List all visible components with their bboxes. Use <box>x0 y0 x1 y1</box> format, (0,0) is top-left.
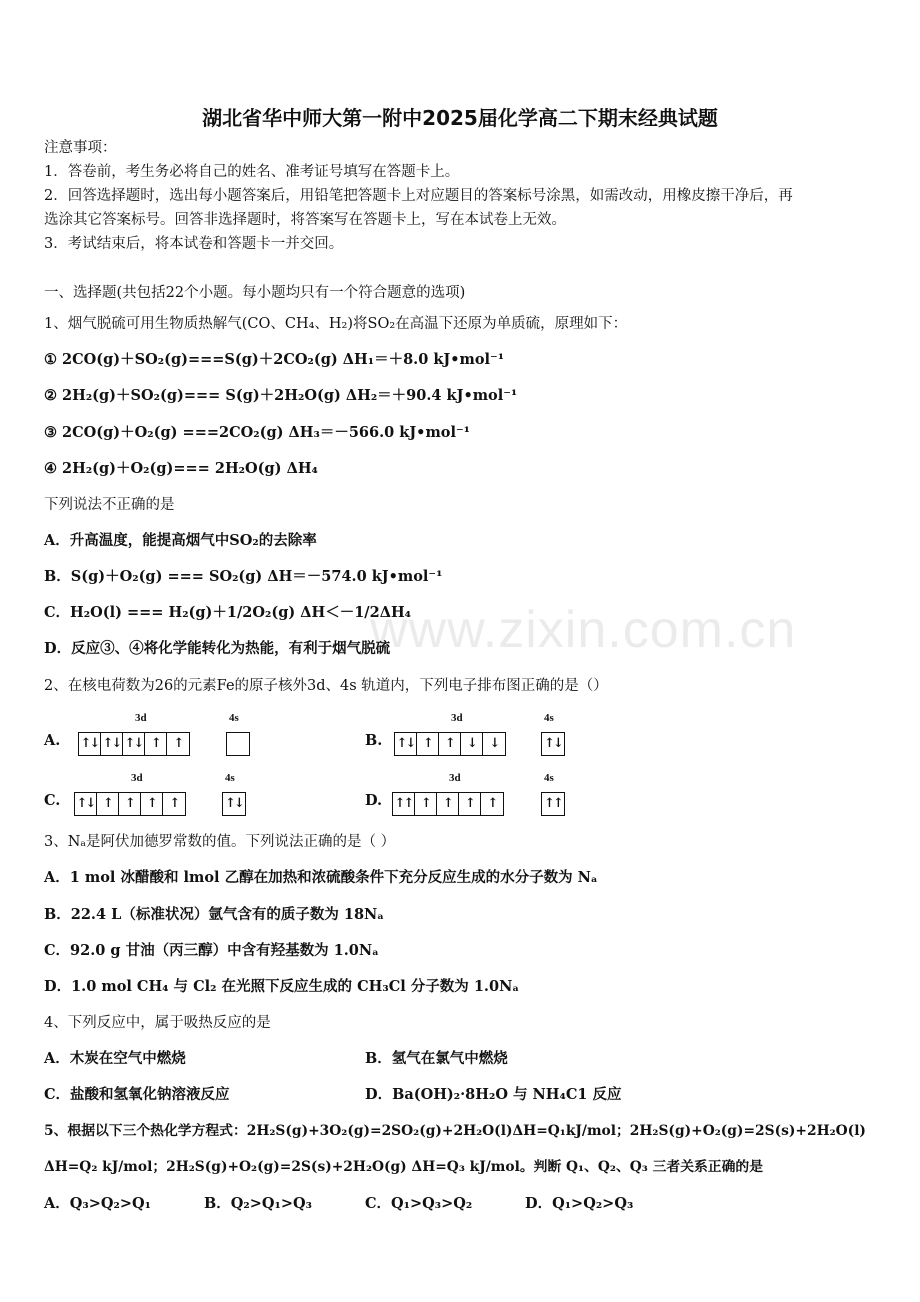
orbital-box: ↑ <box>173 736 183 751</box>
orbital-box: ↑ <box>487 796 497 811</box>
q3-option-a[interactable]: A．1 mol 冰醋酸和 lmol 乙醇在加热和浓硫酸条件下充分反应生成的水分子数为 Nₐ <box>44 869 598 886</box>
orbital-3d-row <box>78 732 190 756</box>
notice-item: 3．考试结束后，将本试卷和答题卡一并交回。 <box>44 236 344 252</box>
q3-option-b[interactable]: B．22.4 L（标准状况）氩气含有的质子数为 18Nₐ <box>44 906 385 923</box>
orbital-4s-row <box>541 792 565 816</box>
q1-option-c[interactable]: C．H₂O(l) === H₂(g)＋1/2O₂(g) ΔH＜－1/2ΔH₄ <box>44 604 411 621</box>
q1-stem: 1、烟气脱硫可用生物质热解气(CO、CH₄、H₂)将SO₂在高温下还原为单质硫，原理如下： <box>44 316 628 332</box>
label-4s: 4s <box>225 772 235 784</box>
label-4s: 4s <box>544 712 554 724</box>
notice-item: 1．答卷前，考生务必将自己的姓名、准考证号填写在答题卡上。 <box>44 164 460 180</box>
orbital-3d-row <box>392 792 504 816</box>
orbital-4s-row <box>541 732 565 756</box>
q2-stem: 2、在核电荷数为26的元素Fe的原子核外3d、4s 轨道内，下列电子排布图正确的是（） <box>44 678 608 694</box>
q4-option-a[interactable]: A．木炭在空气中燃烧 <box>44 1050 186 1067</box>
q1-equation-3: ③ 2CO(g)＋O₂(g) ===2CO₂(g) ΔH₃＝－566.0 kJ•mol⁻¹ <box>44 424 470 441</box>
q4-option-d[interactable]: D．Ba(OH)₂·8H₂O 与 NH₄C1 反应 <box>365 1086 622 1103</box>
q2-option-letter: B. <box>365 732 383 749</box>
q3-stem: 3、Nₐ是阿伏加德罗常数的值。下列说法正确的是（ ） <box>44 834 396 850</box>
notice-heading: 注意事项： <box>44 140 117 156</box>
q1-option-b[interactable]: B．S(g)＋O₂(g) === SO₂(g) ΔH＝－574.0 kJ•mol⁻¹ <box>44 568 443 585</box>
q5-option-d[interactable]: D．Q₁>Q₂>Q₃ <box>525 1195 634 1212</box>
label-3d: 3d <box>449 772 461 784</box>
label-4s: 4s <box>229 712 239 724</box>
orbital-box: ↑↑ <box>544 796 562 811</box>
orbital-box: ↑ <box>415 793 437 815</box>
q5-option-b[interactable]: B．Q₂>Q₁>Q₃ <box>204 1195 312 1212</box>
orbital-box: ↑ <box>417 733 439 755</box>
q5-stem-line2: ΔH=Q₂ kJ/mol；2H₂S(g)+O₂(g)=2S(s)+2H₂O(g) ΔH=Q₃ kJ/mol。判断 Q₁、Q₂、Q₃ 三者关系正确的是 <box>44 1159 763 1175</box>
orbital-box: ↑↓ <box>395 733 417 755</box>
section-heading: 一、选择题(共包括22个小题。每小题均只有一个符合题意的选项) <box>44 285 466 301</box>
orbital-box: ↑ <box>97 793 119 815</box>
orbital-box: ↑↓ <box>225 796 243 811</box>
q5-option-a[interactable]: A．Q₃>Q₂>Q₁ <box>44 1195 151 1212</box>
label-4s: 4s <box>544 772 554 784</box>
q1-ask: 下列说法不正确的是 <box>44 497 175 513</box>
q3-option-c[interactable]: C．92.0 g 甘油（丙三醇）中含有羟基数为 1.0Nₐ <box>44 942 379 959</box>
q5-stem-line1: 5、根据以下三个热化学方程式：2H₂S(g)+3O₂(g)=2SO₂(g)+2H₂O(l)ΔH=Q₁kJ/mol；2H₂S(g)+O₂(g)=2S(s)+2H₂O(l) <box>44 1123 866 1139</box>
watermark: www.zixin.com.cn <box>370 601 797 659</box>
q5-option-c[interactable]: C．Q₁>Q₃>Q₂ <box>365 1195 473 1212</box>
orbital-box: ↑ <box>437 793 459 815</box>
orbital-box: ↑ <box>459 793 481 815</box>
q2-option-letter: A. <box>44 732 61 749</box>
q2-option-letter: D. <box>365 792 383 809</box>
orbital-box: ↑↓ <box>123 733 145 755</box>
page-title: 湖北省华中师大第一附中2025届化学高二下期末经典试题 <box>202 106 718 130</box>
orbital-box <box>227 733 249 755</box>
label-3d: 3d <box>131 772 143 784</box>
q1-equation-2: ② 2H₂(g)＋SO₂(g)=== S(g)＋2H₂O(g) ΔH₂＝＋90.4 kJ•mol⁻¹ <box>44 387 518 404</box>
q4-option-c[interactable]: C．盐酸和氢氧化钠溶液反应 <box>44 1086 230 1103</box>
orbital-4s-row <box>222 792 246 816</box>
label-3d: 3d <box>135 712 147 724</box>
orbital-box: ↑ <box>145 733 167 755</box>
orbital-box: ↓ <box>489 736 499 751</box>
label-3d: 3d <box>451 712 463 724</box>
q3-option-d[interactable]: D．1.0 mol CH₄ 与 Cl₂ 在光照下反应生成的 CH₃Cl 分子数为 1.0Nₐ <box>44 978 520 995</box>
q1-equation-4: ④ 2H₂(g)＋O₂(g)=== 2H₂O(g) ΔH₄ <box>44 460 318 477</box>
orbital-3d-row <box>74 792 186 816</box>
orbital-box: ↑↓ <box>101 733 123 755</box>
q1-option-d[interactable]: D．反应③、④将化学能转化为热能，有利于烟气脱硫 <box>44 640 391 657</box>
orbital-4s-row <box>226 732 250 756</box>
q4-option-b[interactable]: B．氢气在氯气中燃烧 <box>365 1050 508 1067</box>
orbital-box: ↑ <box>141 793 163 815</box>
orbital-box: ↑↑ <box>393 793 415 815</box>
q4-stem: 4、下列反应中，属于吸热反应的是 <box>44 1015 271 1031</box>
orbital-box: ↑ <box>119 793 141 815</box>
notice-item: 2．回答选择题时，选出每小题答案后，用铅笔把答题卡上对应题目的答案标号涂黑，如需改动，用橡皮擦干净后，再 <box>44 188 793 204</box>
q1-equation-1: ① 2CO(g)＋SO₂(g)===S(g)＋2CO₂(g) ΔH₁＝＋8.0 kJ•mol⁻¹ <box>44 351 505 368</box>
orbital-box: ↑↓ <box>75 793 97 815</box>
orbital-box: ↓ <box>461 733 483 755</box>
orbital-box: ↑↓ <box>544 736 562 751</box>
orbital-box: ↑↓ <box>79 733 101 755</box>
orbital-box: ↑ <box>169 796 179 811</box>
q2-option-letter: C. <box>44 792 61 809</box>
q1-option-a[interactable]: A．升高温度，能提高烟气中SO₂的去除率 <box>44 532 317 549</box>
notice-item: 选涂其它答案标号。回答非选择题时，将答案写在答题卡上，写在本试卷上无效。 <box>44 212 566 228</box>
orbital-3d-row <box>394 732 506 756</box>
orbital-box: ↑ <box>439 733 461 755</box>
